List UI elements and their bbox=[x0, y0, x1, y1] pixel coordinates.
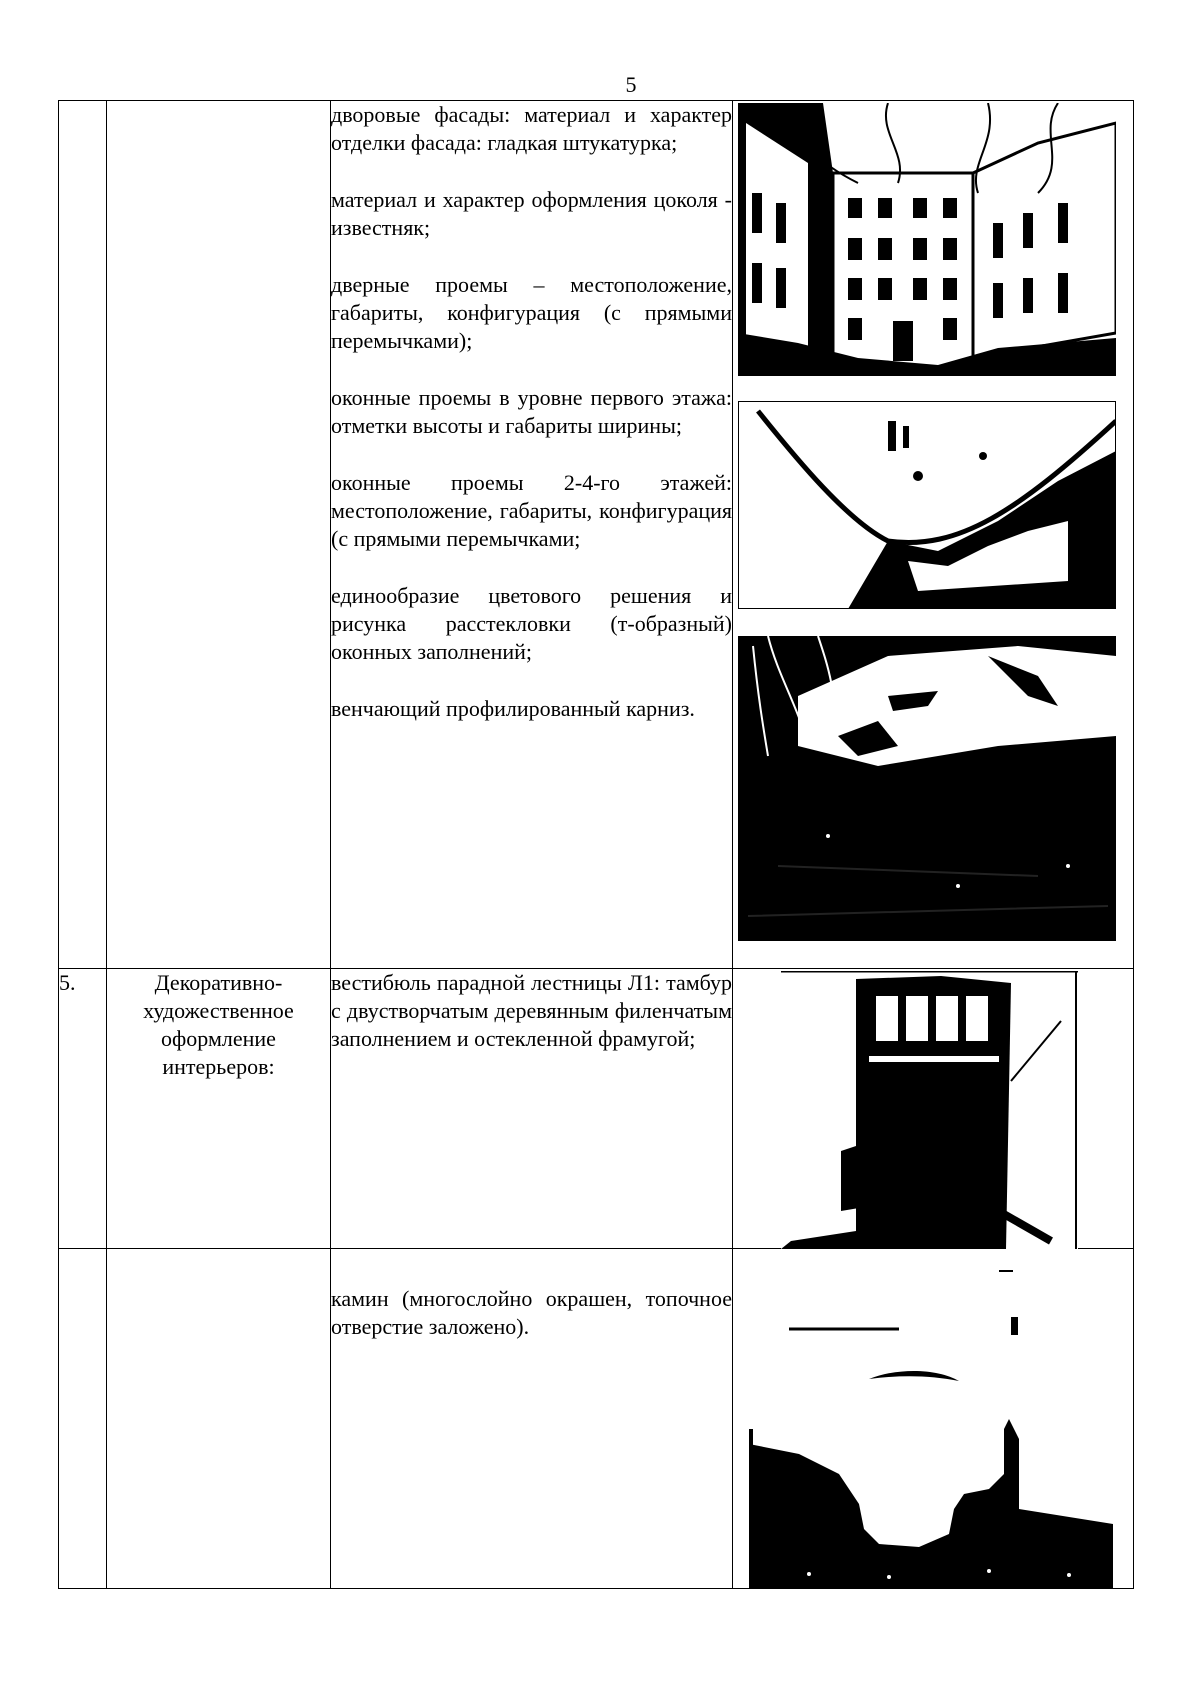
row-description bbox=[331, 1249, 733, 1589]
page-number: 5 bbox=[625, 72, 637, 97]
paragraph: оконные проемы в уровне первого этажа: отметки высоты и габариты ширины; bbox=[331, 385, 732, 438]
cornice-photo bbox=[738, 401, 1116, 609]
paragraph: дверные проемы – местоположение, габариты, конфигурация (с прямыми перемычками); bbox=[331, 272, 732, 353]
window-photo bbox=[738, 636, 1116, 941]
row-photos bbox=[733, 969, 1134, 1249]
row-description bbox=[331, 101, 733, 969]
row-number bbox=[59, 101, 107, 969]
table-row bbox=[59, 969, 1134, 1249]
table-row bbox=[59, 1249, 1134, 1589]
paragraph: оконные проемы 2-4-го этажей: местоположение, габариты, конфигурация (с прямыми перемычками; bbox=[331, 470, 732, 551]
row-photos bbox=[733, 101, 1134, 969]
paragraph: камин (многослойно окрашен, топочное отверстие заложено). bbox=[331, 1286, 732, 1339]
paragraph: материал и характер оформления цоколя - известняк; bbox=[331, 187, 732, 240]
paragraph: единообразие цветового решения и рисунка расстекловки (т-образный) оконных заполнений; bbox=[331, 583, 732, 664]
row-name bbox=[107, 101, 331, 969]
row-description bbox=[331, 969, 733, 1249]
paragraph: венчающий профилированный карниз. bbox=[331, 696, 695, 721]
row-number: 5. bbox=[59, 969, 107, 1249]
features-table bbox=[58, 100, 1134, 1589]
row-number bbox=[59, 1249, 107, 1589]
vestibule-door-photo bbox=[781, 971, 1078, 1249]
paragraph: дворовые фасады: материал и характер отделки фасада: гладкая штукатурка; bbox=[331, 102, 732, 155]
paragraph: вестибюль парадной лестницы Л1: тамбур с двустворчатым деревянным филенчатым заполнением и остекленной фрамугой; bbox=[331, 970, 732, 1051]
row-name bbox=[107, 1249, 331, 1589]
courtyard-facade-photo bbox=[738, 103, 1116, 376]
fireplace-photo bbox=[749, 1269, 1113, 1589]
table-row bbox=[59, 101, 1134, 969]
row-name: Декоративно-художественное оформление интерьеров: bbox=[107, 969, 331, 1249]
row-photos bbox=[733, 1249, 1134, 1589]
